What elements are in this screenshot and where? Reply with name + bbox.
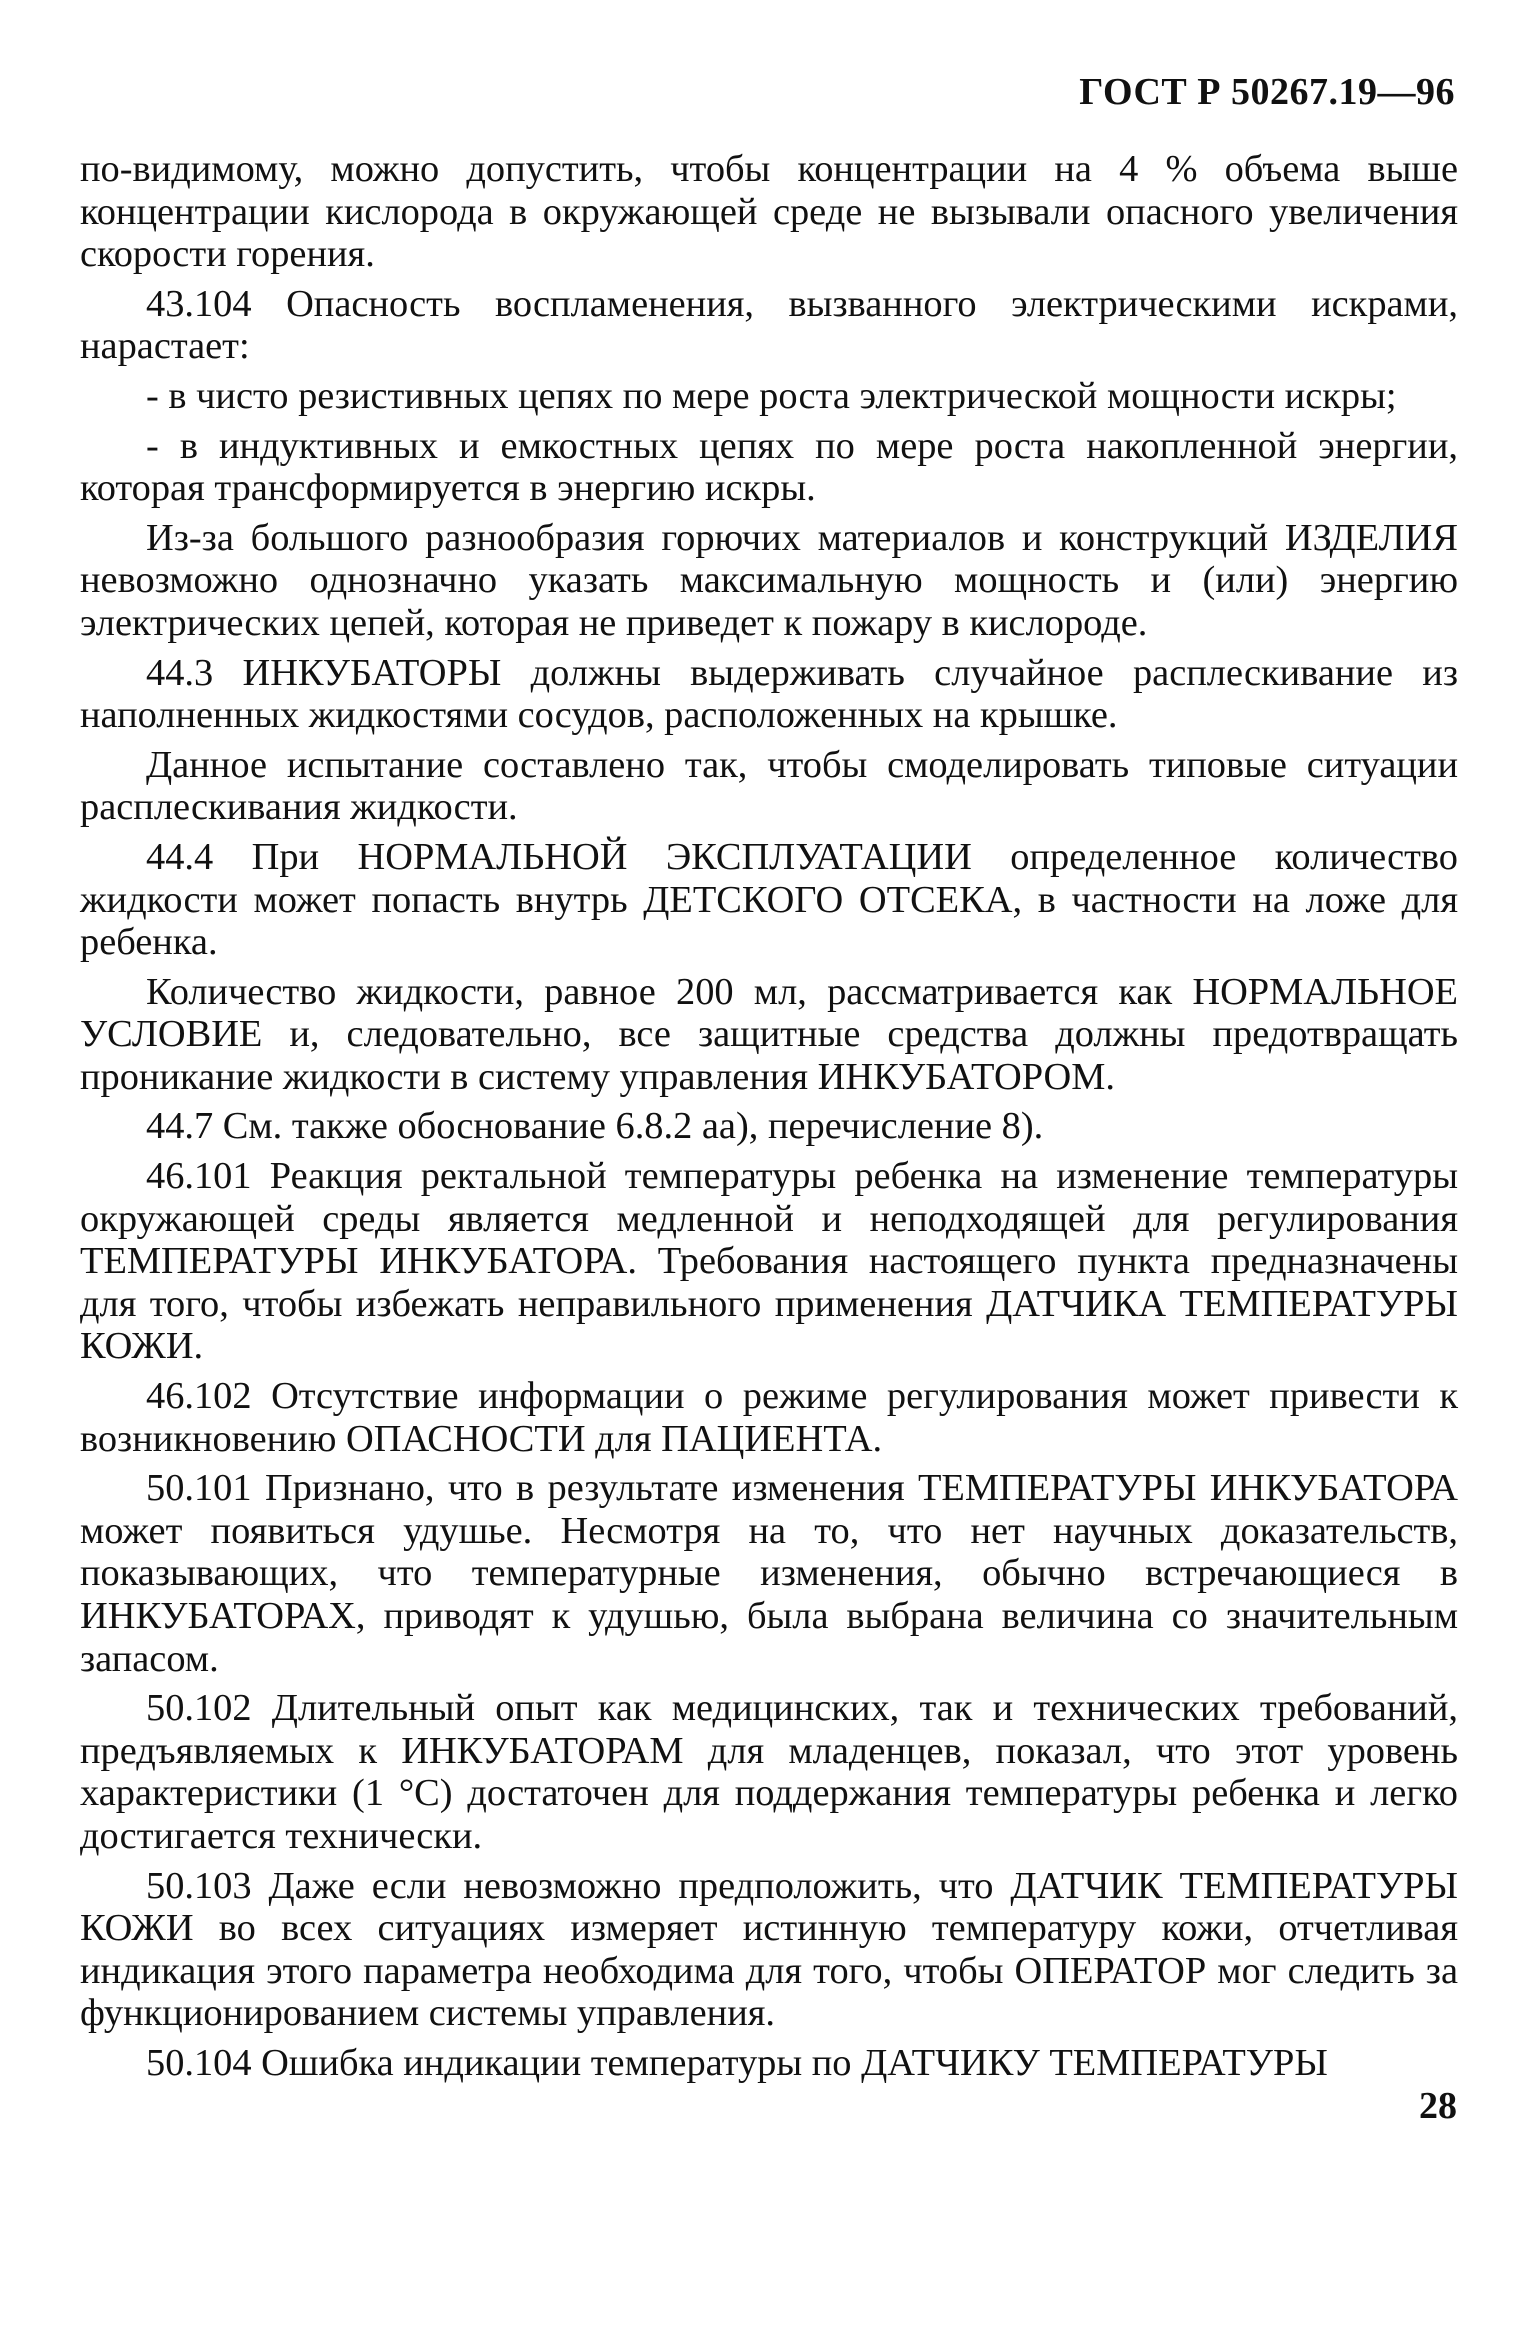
paragraph-3: - в чисто резистивных цепях по мере роста электрической мощности искры; bbox=[146, 374, 1397, 417]
paragraph-12: 46.102 Отсутствие информации о режиме регулирования может привести к возникновению ОПАСНОСТИ для ПАЦИЕНТА. bbox=[80, 1375, 1458, 1460]
paragraph-13: 50.101 Признано, что в результате изменения ТЕМПЕРАТУРЫ ИНКУБАТОРА может появиться удушье. Несмотря на то, что нет научных доказательств, показывающих, что температурные изменения, обычно встречающиеся в ИНКУБАТОРАХ, приводят к удушью, была выбрана величина со значительным запасом. bbox=[80, 1467, 1458, 1680]
paragraph-7: Данное испытание составлено так, чтобы смоделировать типовые ситуации расплескивания жидкости. bbox=[80, 743, 1458, 829]
paragraph-14: 50.102 Длительный опыт как медицинских, так и технических требований, предъявляемых к ИНКУБАТОРАМ для младенцев, показал, что этот уровень характеристики (1 °С) достаточен для поддержания температуры ребенка и легко достигается технически. bbox=[80, 1687, 1458, 1857]
paragraph-8: 44.4 При НОРМАЛЬНОЙ ЭКСПЛУАТАЦИИ определенное количество жидкости может попасть внутрь ДЕТСКОГО ОТСЕКА, в частности на ложе для ребенка. bbox=[80, 835, 1458, 964]
paragraph-6: 44.3 ИНКУБАТОРЫ должны выдерживать случайное расплескивание из наполненных жидкостями сосудов, расположенных на крышке. bbox=[80, 651, 1458, 737]
paragraph-2: 43.104 Опасность воспламенения, вызванного электрическими искрами, нарастает: bbox=[80, 282, 1458, 368]
paragraph-10: 44.7 См. также обоснование 6.8.2 аа), перечисление 8). bbox=[146, 1105, 1044, 1148]
paragraph-11: 46.101 Реакция ректальной температуры ребенка на изменение температуры окружающей среды является медленной и неподходящей для регулирования ТЕМПЕРАТУРЫ ИНКУБАТОРА. Требования настоящего пункта предназначены для того, чтобы избежать неправильного применения ДАТЧИКА ТЕМПЕРАТУРЫ КОЖИ. bbox=[80, 1155, 1458, 1368]
standard-header: ГОСТ Р 50267.19—96 bbox=[1079, 71, 1455, 113]
page-number: 28 bbox=[1419, 2085, 1457, 2127]
body-text bbox=[80, 148, 1458, 2092]
paragraph-5: Из-за большого разнообразия горючих материалов и конструкций ИЗДЕЛИЯ невозможно однозначно указать максимальную мощность и (или) энергию электрических цепей, которая не приведет к пожару в кислороде. bbox=[80, 516, 1458, 644]
paragraph-4: - в индуктивных и емкостных цепях по мере роста накопленной энергии, которая трансформируется в энергию искры. bbox=[80, 424, 1458, 510]
paragraph-9: Количество жидкости, равное 200 мл, рассматривается как НОРМАЛЬНОЕ УСЛОВИЕ и, следовательно, все защитные средства должны предотвращать проникание жидкости в систему управления ИНКУБАТОРОМ. bbox=[80, 970, 1458, 1098]
paragraph-16: 50.104 Ошибка индикации температуры по ДАТЧИКУ ТЕМПЕРАТУРЫ bbox=[146, 2041, 1328, 2084]
paragraph-1: по-видимому, можно допустить, чтобы концентрации на 4 % объема выше концентрации кислорода в окружающей среде не вызывали опасного увеличения скорости горения. bbox=[80, 148, 1458, 276]
paragraph-15: 50.103 Даже если невозможно предположить, что ДАТЧИК ТЕМПЕРАТУРЫ КОЖИ во всех ситуациях измеряет истинную температуру кожи, отчетливая индикация этого параметра необходима для того, чтобы ОПЕРАТОР мог следить за функционированием системы управления. bbox=[80, 1864, 1458, 2035]
